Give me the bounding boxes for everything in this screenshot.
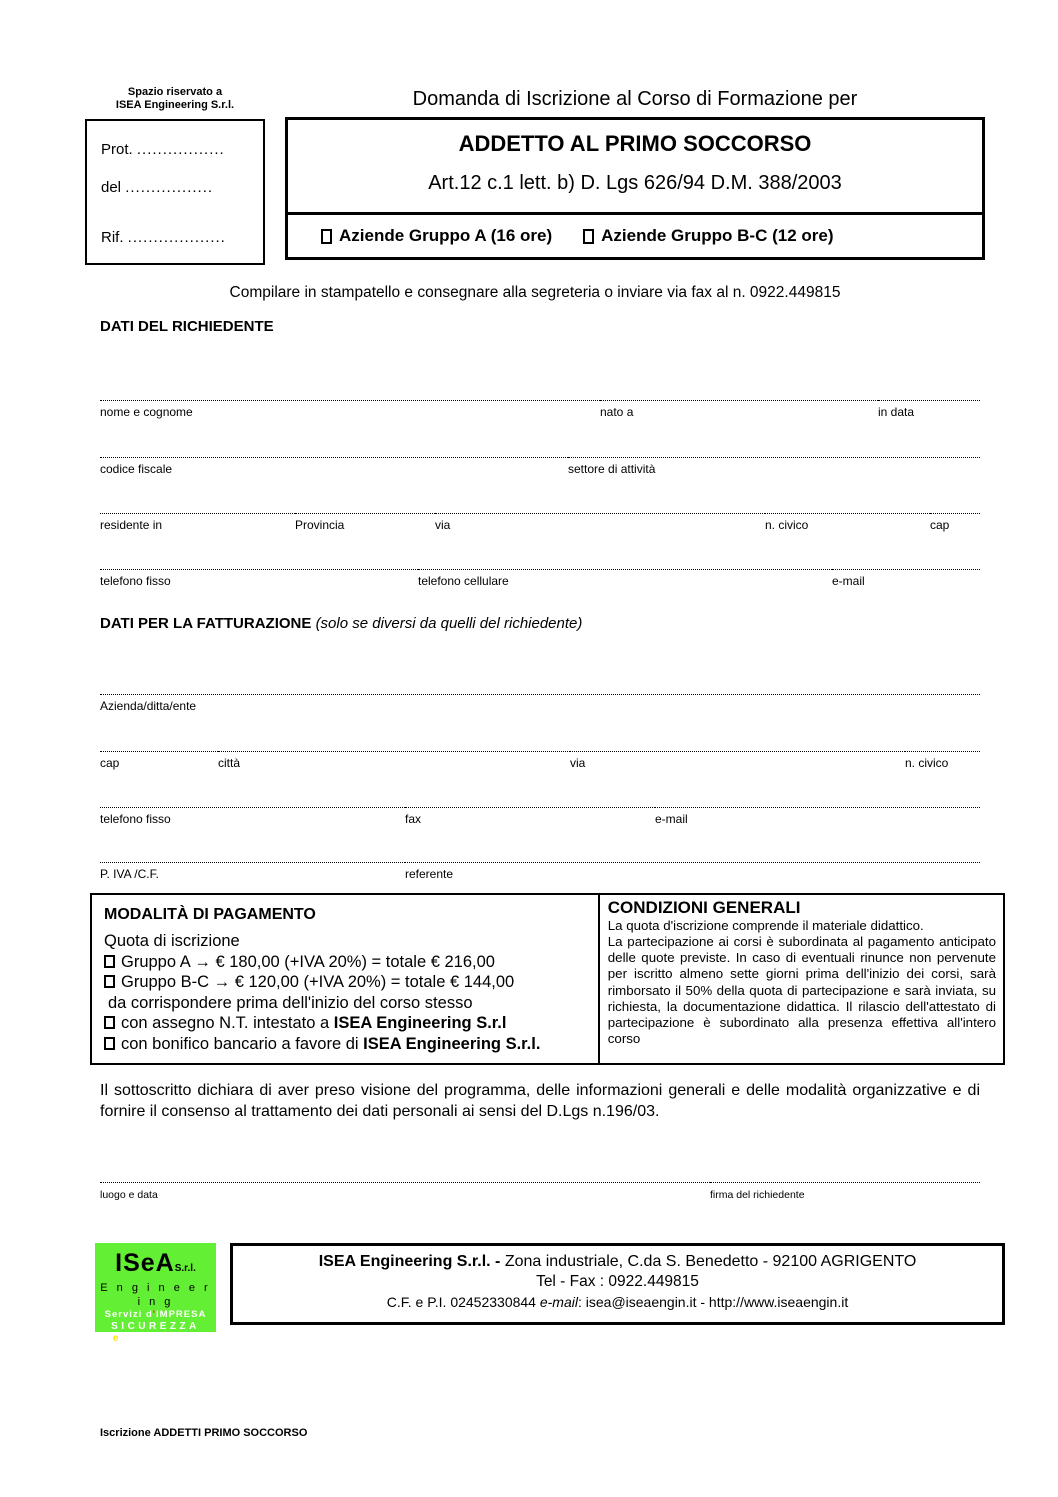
logo-apostrophe: ' [152,1309,157,1320]
field-label: residente in [100,518,163,532]
field-label: n. civico [765,518,809,532]
fill-instructions: Compilare in stampatello e consegnare alla segreteria o inviare via fax al n. 0922.449815 [229,284,841,301]
form-row [100,694,980,715]
company-phone-line: Tel - Fax : 0922.449815 [536,1273,699,1290]
company-name: ISEA Engineering S.r.l. - [318,1253,505,1270]
field-label: telefono fisso [100,574,171,588]
logo-name [95,1251,216,1281]
conditions-column [598,895,1003,1063]
logo-services-line [95,1309,216,1321]
signature-row [100,1182,980,1203]
checkbox-pagamento-gruppo-bc[interactable] [104,975,115,988]
payment-transfer-company: ISEA Engineering S.r.l. [363,1034,541,1053]
course-group-options [285,212,985,260]
isea-logo [95,1243,216,1344]
field-label: nato a [600,405,634,419]
payment-title: MODALITÀ DI PAGAMENTO [104,906,316,923]
field-fatt-fax[interactable] [405,807,655,828]
field-label: codice fiscale [100,462,173,476]
protocol-box [85,119,265,265]
protocol-date-dots: ................. [125,179,214,196]
field-label: luogo e data [100,1189,158,1201]
field-fatt-citta[interactable] [218,751,570,772]
checkbox-gruppo-a[interactable] [321,229,332,244]
document-footnote: Iscrizione ADDETTI PRIMO SOCCORSO [100,1427,308,1439]
field-fatt-email[interactable] [655,807,980,828]
company-address: Zona industriale, C.da S. Benedetto - 92100 AGRIGENTO [504,1253,917,1270]
option-gruppo-bc[interactable] [583,226,833,246]
field-azienda-ditta-ente[interactable] [100,694,980,715]
logo-ambiente: AMBIENTE [125,1333,199,1344]
field-label: città [218,756,241,770]
field-label: Azienda/ditta/ente [100,699,197,713]
reference-label: Rif. [101,229,124,246]
field-label: referente [405,867,454,881]
law-reference: Art.12 c.1 lett. b) D. Lgs 626/94 D.M. 388/2003 [428,172,842,194]
field-via[interactable] [435,513,765,534]
field-label: n. civico [905,756,949,770]
field-piva-cf[interactable] [100,862,405,883]
field-luogo-data[interactable] [100,1182,710,1203]
field-codice-fiscale[interactable] [100,457,568,478]
payment-option-a-label: Gruppo A → € 180,00 (+IVA 20%) = totale € 216,00 [121,952,495,971]
field-label: in data [878,405,915,419]
form-row [100,513,980,534]
field-nome-cognome[interactable] [100,400,600,421]
payment-option-bc-label: Gruppo B-C → € 120,00 (+IVA 20%) = totale € 144,00 [121,973,515,991]
field-label: settore di attività [568,462,656,476]
field-nato-a[interactable] [600,400,878,421]
section-title-fatturazione [100,615,582,632]
privacy-declaration: Il sottoscritto dichiara di aver preso visione del programma, delle informazioni generali e delle modalità organizzative e di fornire il consenso al trattamento dei dati personali ai sensi del D.Lgs n.196/03. [100,1082,980,1120]
payment-column [92,895,598,1063]
payment-conditions-box [90,893,1005,1065]
field-fatt-cap[interactable] [100,751,218,772]
field-label: telefono fisso [100,812,171,826]
logo-name-main: ISeA [115,1249,175,1277]
checkbox-gruppo-bc[interactable] [583,229,594,244]
fatturazione-title: DATI PER LA FATTURAZIONE [100,615,312,632]
field-label: nome e cognome [100,405,193,419]
form-row [100,400,980,421]
form-row [100,751,980,772]
field-label: via [435,518,451,532]
reserved-label-line2: ISEA Engineering S.r.l. [115,99,235,111]
payment-cheque-option[interactable] [104,1013,590,1034]
field-telefono-fisso[interactable] [100,569,418,590]
field-fatt-n-civico[interactable] [905,751,980,772]
logo-e-accent: e [112,1333,121,1344]
form-row [100,569,980,590]
field-label: Provincia [295,518,345,532]
payment-option-bc[interactable] [104,972,590,993]
field-label: e-mail [832,574,865,588]
protocol-number-field[interactable] [101,141,225,158]
reserved-label-line1: Spazio riservato a [127,86,223,98]
company-email-url: : isea@iseaengin.it - http://www.iseaengin.it [577,1294,849,1310]
reference-field[interactable] [101,229,226,246]
form-row [100,862,980,883]
company-fiscal-line [233,1294,1002,1310]
field-fatt-via[interactable] [570,751,905,772]
field-label: e-mail [655,812,688,826]
protocol-label: Prot. [101,141,133,158]
checkbox-pagamento-gruppo-a[interactable] [104,955,115,968]
conditions-body: La partecipazione ai corsi è subordinata al pagamento anticipato delle quote previste. In caso di eventuali rinunce non pervenute per iscritto almeno sette giorni prima dell'inizio dei corsi, sarà rimborsato il 50% della quota di partecipazione e sarà inviata, su richiesta, la documentazione didattica. Il rilascio dell'attestato di partecipazione è subordinato alla presenza effettiva all'intero corso [607,934,996,1047]
logo-engineering: E n g i n e e r i n g [100,1282,211,1308]
field-label: cap [930,518,950,532]
field-provincia[interactable] [295,513,435,534]
logo-sicurezza: SICUREZZA [111,1321,200,1332]
logo-services-pre: Servizi d [104,1309,153,1320]
company-vat: C.F. e P.I. 02452330844 [386,1294,540,1310]
payment-cheque-label: con assegno N.T. intestato a [121,1014,334,1032]
checkbox-assegno[interactable] [104,1016,115,1029]
conditions-line1: La quota d'iscrizione comprende il materiale didattico. [607,918,924,933]
field-in-data[interactable] [878,400,980,421]
payment-cheque-company: ISEA Engineering S.r.l [333,1014,507,1032]
email-label: e-mail [539,1294,578,1310]
field-firma-richiedente[interactable] [710,1182,980,1203]
logo-services-post: IMPRESA [156,1309,207,1320]
field-telefono-cellulare[interactable] [418,569,832,590]
company-info-box [230,1243,1005,1325]
payment-note: da corrispondere prima dell'inizio del corso stesso [108,993,473,1012]
field-label: firma del richiedente [710,1189,805,1201]
reference-dots: ................... [127,229,226,246]
field-label: fax [405,812,422,826]
conditions-title: CONDIZIONI GENERALI [607,898,801,917]
field-residente-in[interactable] [100,513,295,534]
field-email[interactable] [832,569,980,590]
payment-intro: Quota di iscrizione [104,932,240,950]
payment-transfer-option[interactable] [104,1034,590,1055]
form-row [100,807,980,828]
section-title-richiedente: DATI DEL RICHIEDENTE [100,318,274,335]
course-title: ADDETTO AL PRIMO SOCCORSO [458,131,812,156]
course-title-box [285,117,985,212]
company-address-line [233,1253,1002,1271]
protocol-dots: ................. [136,141,225,158]
field-n-civico[interactable] [765,513,930,534]
field-label: P. IVA /C.F. [100,867,159,881]
protocol-date-label: del [101,179,122,196]
field-settore-attivita[interactable] [568,457,980,478]
field-cap[interactable] [930,513,980,534]
field-fatt-telefono-fisso[interactable] [100,807,405,828]
checkbox-bonifico[interactable] [104,1037,115,1050]
payment-transfer-label: con bonifico bancario a favore di [121,1034,364,1053]
field-referente[interactable] [405,862,980,883]
payment-option-a[interactable] [104,952,590,973]
option-gruppo-a[interactable] [321,226,552,246]
field-label: cap [100,756,120,770]
field-label: telefono cellulare [418,574,509,588]
reserved-space-label [85,86,265,112]
fatturazione-title-note: (solo se diversi da quelli del richiedente) [315,615,583,632]
logo-ambiente-line [95,1333,216,1345]
field-label: via [570,756,586,770]
protocol-date-field[interactable] [101,179,213,196]
form-row [100,457,980,478]
option-gruppo-bc-label: Aziende Gruppo B-C (12 ore) [601,226,834,245]
option-gruppo-a-label: Aziende Gruppo A (16 ore) [339,226,553,245]
logo-name-suffix: S.r.l. [174,1263,196,1274]
form-pre-title: Domanda di Iscrizione al Corso di Formazione per [412,88,858,110]
